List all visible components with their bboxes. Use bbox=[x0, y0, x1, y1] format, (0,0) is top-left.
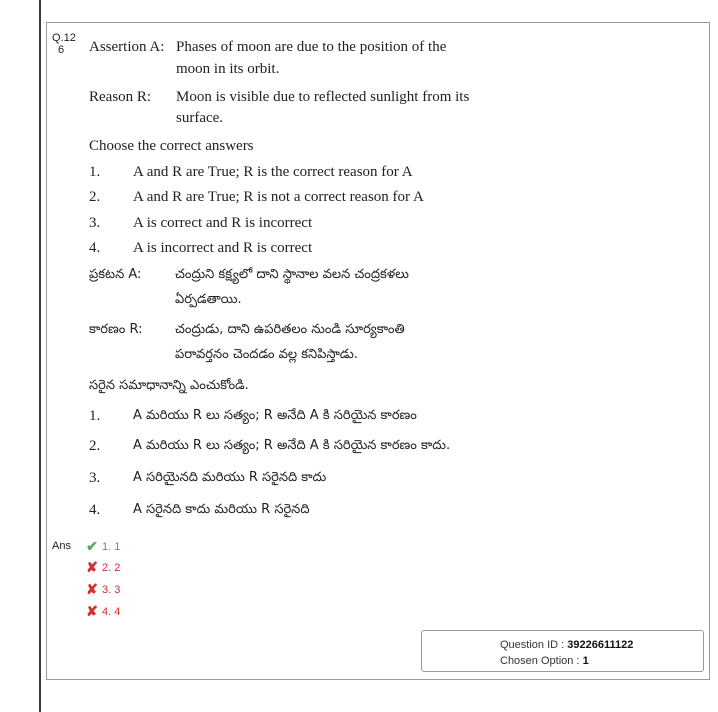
answer-option-text: 2. 2 bbox=[102, 561, 121, 574]
telugu-option-number: 2. bbox=[89, 438, 101, 454]
answer-option-wrong bbox=[85, 603, 120, 620]
question-sub-number: 6 bbox=[58, 44, 65, 56]
option-text: A is correct and R is incorrect bbox=[133, 215, 313, 231]
answer-option-text: 1. 1 bbox=[102, 540, 121, 553]
telugu-reason-line2: పరావర్తనం చెందడం వల్ల కనిపిస్తాడు. bbox=[175, 347, 359, 362]
telugu-option-text: A మరియు R లు సత్యం; R అనేది A కి సరియైన కారణం bbox=[133, 408, 417, 423]
option-text: A and R are True; R is not a correct reason for A bbox=[133, 189, 424, 205]
question-id-line bbox=[500, 639, 633, 651]
answers-label: Ans bbox=[52, 540, 71, 552]
option-text: A and R are True; R is the correct reason for A bbox=[133, 164, 413, 180]
check-icon: ✔ bbox=[86, 538, 98, 554]
assertion-label: Assertion A: bbox=[89, 39, 165, 55]
chosen-option-line bbox=[500, 655, 589, 667]
telugu-assertion-label: ప్రకటన A: bbox=[89, 267, 142, 282]
telugu-option-number: 1. bbox=[89, 408, 101, 424]
telugu-reason-label: కారణం R: bbox=[89, 322, 143, 337]
reason-text-line2: surface. bbox=[176, 110, 224, 126]
option-text: A is incorrect and R is correct bbox=[133, 240, 313, 256]
left-margin-rule bbox=[39, 0, 41, 712]
instruction-text: Choose the correct answers bbox=[89, 138, 254, 154]
telugu-option-number: 3. bbox=[89, 470, 101, 486]
telugu-assertion-line2: ఏర్పడతాయి. bbox=[175, 292, 242, 307]
answer-option-text: 4. 4 bbox=[102, 605, 121, 618]
assertion-text-line1: Phases of moon are due to the position of the bbox=[176, 39, 447, 55]
telugu-option-number: 4. bbox=[89, 502, 101, 518]
option-number: 4. bbox=[89, 240, 101, 256]
cross-icon: ✘ bbox=[86, 559, 98, 575]
telugu-option-text: A సరైనది కాదు మరియు R సరైనది bbox=[133, 502, 310, 517]
telugu-reason-line1: చంద్రుడు, దాని ఉపరితలం నుండి సూర్యకాంతి bbox=[175, 322, 405, 337]
reason-label: Reason R: bbox=[89, 89, 152, 105]
cross-icon: ✘ bbox=[86, 581, 98, 597]
question-info-box bbox=[421, 630, 704, 672]
answer-option-wrong bbox=[85, 581, 120, 598]
telugu-option-text: A సరియైనది మరియు R సరైనది కాదు bbox=[133, 470, 327, 485]
question-id-label: Question ID : bbox=[500, 639, 568, 651]
chosen-option-label: Chosen Option : bbox=[500, 655, 583, 667]
question-number bbox=[52, 32, 76, 56]
telugu-assertion-line1: చంద్రుని కక్ష్యలో దాని స్థానాల వలన చంద్రకళలు bbox=[175, 267, 409, 282]
assertion-text-line2: moon in its orbit. bbox=[176, 61, 280, 77]
question-id-value: 39226611122 bbox=[567, 639, 634, 651]
question-number-main: Q.12 bbox=[52, 32, 76, 44]
answer-option-wrong bbox=[85, 559, 120, 576]
question-panel bbox=[46, 22, 710, 680]
option-number: 2. bbox=[89, 189, 101, 205]
telugu-instruction-text: సరైన సమాధానాన్ని ఎంచుకోండి. bbox=[89, 378, 249, 393]
answer-option-text: 3. 3 bbox=[102, 583, 121, 596]
reason-text-line1: Moon is visible due to reflected sunlight from its bbox=[176, 89, 470, 105]
option-number: 3. bbox=[89, 215, 101, 231]
answer-option-correct bbox=[85, 538, 120, 555]
cross-icon: ✘ bbox=[86, 603, 98, 619]
chosen-option-value: 1 bbox=[582, 655, 589, 667]
option-number: 1. bbox=[89, 164, 101, 180]
telugu-option-text: A మరియు R లు సత్యం; R అనేది A కి సరియైన కారణం కాదు. bbox=[133, 438, 451, 453]
